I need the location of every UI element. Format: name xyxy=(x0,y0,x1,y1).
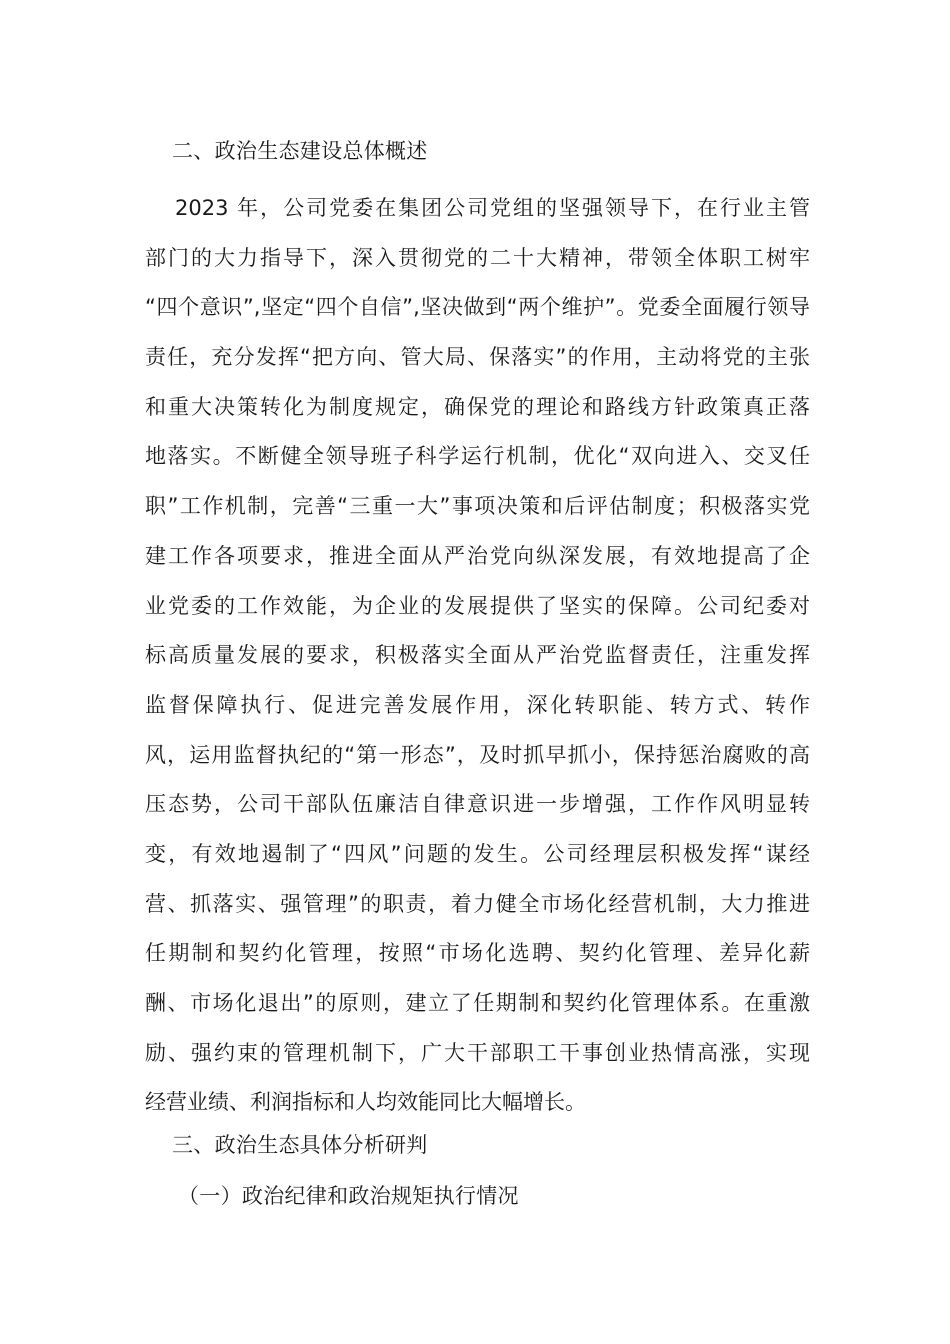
paragraph-line: 风，运用监督执纪的“第一形态”，及时抓早抓小，保持惩治腐败的高 xyxy=(145,742,810,767)
paragraph-line: “四个意识”,坚定“四个自信”,坚决做到“两个维护”。党委全面履行领导 xyxy=(145,295,810,320)
paragraph-line: 标高质量发展的要求，积极落实全面从严治党监督责任，注重发挥 xyxy=(145,643,810,668)
paragraph-line: 职”工作机制，完善“三重一大”事项决策和后评估制度；积极落实党 xyxy=(145,494,810,519)
paragraph-line: 营、抓落实、强管理”的职责，着力健全市场化经营机制，大力推进 xyxy=(145,891,810,916)
paragraph-line: 2023 年，公司党委在集团公司党组的坚强领导下，在行业主管 xyxy=(175,196,810,220)
paragraph-line: 任期制和契约化管理，按照“市场化选聘、契约化管理、差异化薪 xyxy=(145,941,810,966)
overview-paragraph xyxy=(145,184,810,1128)
paragraph-line: 经营业绩、利润指标和人均效能同比大幅增长。 xyxy=(145,1090,586,1115)
paragraph-line: 压态势，公司干部队伍廉洁自律意识进一步增强，工作作风明显转 xyxy=(145,792,810,817)
section-heading-overview: 二、政治生态建设总体概述 xyxy=(172,139,428,163)
paragraph-line: 建工作各项要求，推进全面从严治党向纵深发展，有效地提高了企 xyxy=(145,543,810,568)
paragraph-line: 酬、市场化退出”的原则，建立了任期制和契约化管理体系。在重激 xyxy=(145,991,810,1015)
subsection-heading-discipline: （一）政治纪律和政治规矩执行情况 xyxy=(178,1184,519,1208)
paragraph-line: 监督保障执行、促进完善发展作用，深化转职能、转方式、转作 xyxy=(145,692,810,717)
paragraph-line: 责任，充分发挥“把方向、管大局、保落实”的作用，主动将党的主张 xyxy=(145,345,810,370)
paragraph-line: 部门的大力指导下，深入贯彻党的二十大精神，带领全体职工树牢 xyxy=(145,245,810,270)
paragraph-line: 变，有效地遏制了“四风”问题的发生。公司经理层积极发挥“谋经 xyxy=(145,841,810,866)
paragraph-line: 励、强约束的管理机制下，广大干部职工干事创业热情高涨，实现 xyxy=(145,1040,810,1065)
paragraph-line: 地落实。不断健全领导班子科学运行机制，优化“双向进入、交叉任 xyxy=(145,444,810,469)
paragraph-line: 业党委的工作效能，为企业的发展提供了坚实的保障。公司纪委对 xyxy=(145,593,810,618)
section-heading-analysis: 三、政治生态具体分析研判 xyxy=(172,1133,428,1157)
paragraph-line: 和重大决策转化为制度规定，确保党的理论和路线方针政策真正落 xyxy=(145,394,810,419)
